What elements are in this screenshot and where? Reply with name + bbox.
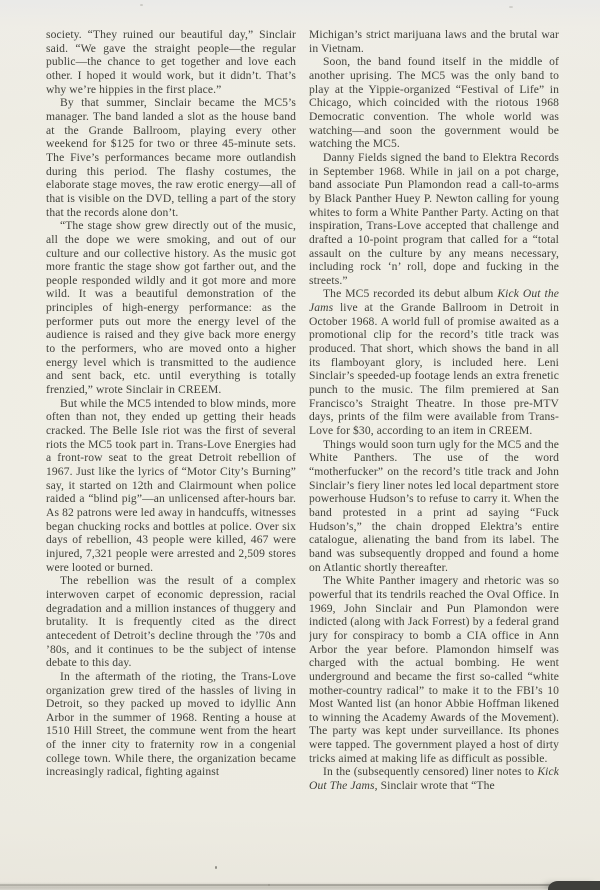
body-text: In the aftermath of the rioting, the Trans-Love organization grew tired of the hassles of living in Detroit, so they packed up moved to idyllic Ann Arbor in the summer of 1968. Renting a house at 1510 Hill Street, the commune went from the heart of the inner city to fraternity row in a congenial college town. While there, the organization became increasingly radical, fighting against [46,669,296,779]
article-column-left [46,28,296,864]
scan-corner-object [548,881,600,890]
body-text: The rebellion was the result of a complex interwoven carpet of economic depression, racial degradation and a million instances of thuggery and brutality. It is frequently cited as the direct antecedent of Detroit’s decline through the ’70s and ’80s, and it continues to be the subject of intense debate to this day. [46,574,296,670]
paragraph [309,287,559,437]
body-text: But while the MC5 intended to blow minds, more often than not, they ended up getting their heads cracked. The Belle Isle riot was the first of several riots the MC5 took part in. Trans-Love Energies had a front-row seat to the great Detroit rebellion of 1967. Just like the lyrics of “Motor City’s Burning” say, it started on 12th and Clairmount when police raided a “blind pig”—an unlicensed after-hours bar. As 82 patrons were led away in handcuffs, witnesses began chucking rocks and bottles at police. Over six days of rebellion, 43 people were killed, 467 were injured, 7,321 people were arrested and 2,509 stores were looted or burned. [46,396,296,574]
paragraph [309,28,559,55]
body-text: Things would soon turn ugly for the MC5 and the White Panthers. The use of the word “motherfucker” on the record’s title track and John Sinclair’s fiery liner notes led local department store powerhouse Hudson’s to refuse to carry it. When the band protested in a print ad saying “Fuck Hudson’s,” the chain dropped Elektra’s entire catalogue, alienating the band from its label. The band was subsequently dropped and found a home on Atlantic shortly thereafter. [309,437,559,574]
paragraph [46,397,296,575]
italic-text: Kick Out The Jams [309,765,559,793]
paragraph [309,151,559,288]
paragraph [309,55,559,151]
body-text: , Sinclair wrote that “The [374,779,495,793]
body-text: The White Panther imagery and rhetoric was so powerful that its tendrils reached the Oval Office. In 1969, John Sinclair and Pun Plamondon were indicted (along with Jack Forrest) by a federal grand jury for conspiracy to bomb a CIA office in Ann Arbor the year before. Plamondon himself was charged with the actual bombing. He went underground and became the first so-called “white mother-country radical” to make it to the FBI’s 10 Most Wanted list (an honor Abbie Hoffman likened to winning the Academy Awards of the Movement). The party was kept under surveillance. Its phones were tapped. The government played a host of dirty tricks aimed at making life as difficult as possible. [309,574,559,765]
paragraph [309,765,559,792]
article-column-right [309,28,559,864]
paragraph [46,219,296,397]
paragraph [46,96,296,219]
scan-speckle [509,6,513,8]
body-text: live at the Grande Ballroom in Detroit in October 1968. A world full of promise awaited as a promotional clip for the record’s title track was produced. That short, which shows the band in all its flamboyant glory, is included here. Leni Sinclair’s speeded-up footage lends an extra frenetic punch to the music. The film premiered at San Francisco’s Straight Theatre. In those pre-MTV days, prints of the film were available from Trans-Love for $30, according to an item in CREEM. [309,301,559,438]
scan-bottom-shadow [0,882,600,890]
article-body [46,28,559,864]
paragraph [309,574,559,765]
scan-speckle [140,4,143,6]
body-text: “The stage show grew directly out of the music, all the dope we were smoking, and out of our culture and our collective history. As the music got more frantic the stage show got farther out, and the people responded wildly and it got more and more wild. It was a beautiful demonstration of the principles of high-energy performance: as the performer puts out more the energy level of the audience is raised and they give back more energy to the performers, who are moved onto a higher energy level which is transmitted to the audience and sent back, etc. until everything is totally frenzied,” wrote Sinclair in CREEM. [46,219,296,397]
paragraph [309,438,559,575]
paragraph [46,574,296,670]
scan-speckle [268,884,270,886]
paragraph [46,670,296,779]
paragraph [46,28,296,96]
body-text: Michigan’s strict marijuana laws and the brutal war in Vietnam. [309,28,559,55]
body-text: Soon, the band found itself in the middle of another uprising. The MC5 was the only band to play at the Yippie-organized “Festival of Life” in Chicago, which coincided with the riotous 1968 Democratic convention. The whole world was watching—and soon the government would be watching the MC5. [309,55,559,151]
italic-text: Kick Out the Jams [309,287,559,315]
body-text: Danny Fields signed the band to Elektra Records in September 1968. While in jail on a pot charge, band associate Pun Plamondon read a call-to-arms by Black Panther Huey P. Newton calling for young whites to form a White Panther Party. Acting on that inspiration, Trans-Love accepted that challenge and drafted a 10-point program that called for a “total assault on the culture by any means necessary, including rock ‘n’ roll, dope and fucking in the streets.” [309,150,559,287]
body-text: In the (subsequently censored) liner notes to [323,765,538,779]
body-text: By that summer, Sinclair became the MC5’s manager. The band landed a slot as the house band at the Grande Ballroom, playing every other weekend for $125 for two or three 45-minute sets. The Five’s performances became more outlandish during this period. The flashy costumes, the elaborate stage moves, the raw erotic energy—all of that is visible on the DVD, telling a part of the story that the records alone don’t. [46,96,296,219]
body-text: The MC5 recorded its debut album [323,287,498,301]
scan-speckle [215,866,217,869]
body-text: society. “They ruined our beautiful day,” Sinclair said. “We gave the straight people—the regular public—the chance to get together and love each other. I hoped it would work, but it didn’t. That’s why we’re hippies in the first place.” [46,28,296,96]
